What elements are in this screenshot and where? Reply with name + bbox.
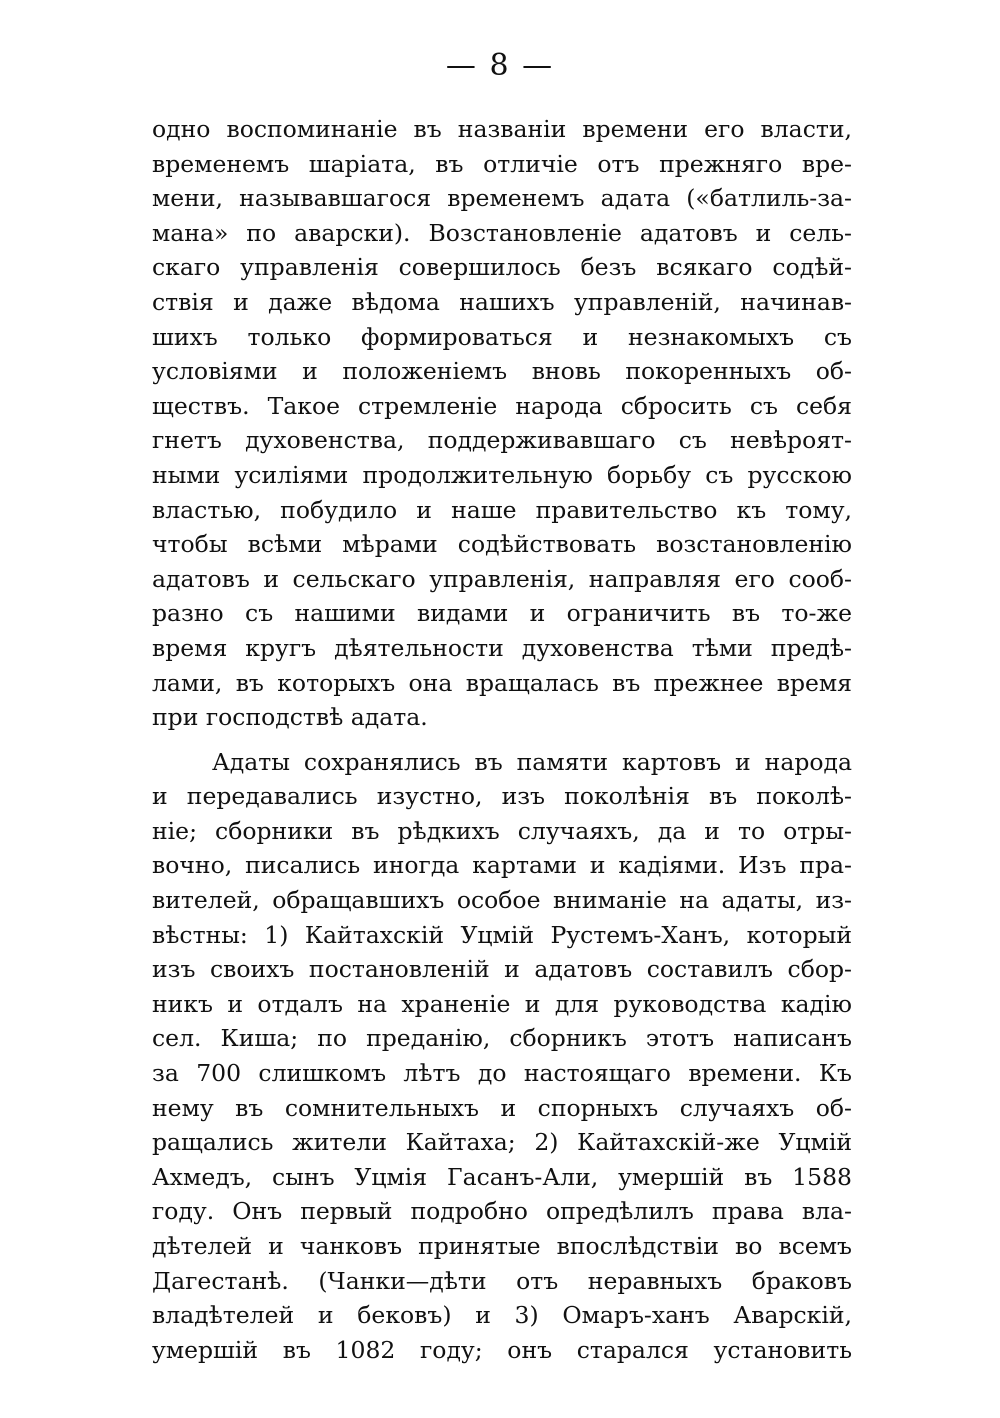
text-line: никъ и отдалъ на храненiе и для руководства кадiю xyxy=(152,989,852,1018)
text-line: временемъ шарiата, въ отличiе отъ прежняго вре- xyxy=(152,149,852,178)
text-line: шихъ только формироваться и незнакомыхъ съ xyxy=(152,322,852,351)
text-line: вителей, обращавшихъ особое вниманiе на адаты, из- xyxy=(152,886,852,915)
text-line: нему въ сомнительныхъ и спорныхъ случаяхъ об- xyxy=(152,1093,852,1122)
text-line: адатовъ и сельскаго управленiя, направляя его сооб- xyxy=(152,564,852,593)
text-line: ращались жители Кайтаха; 2) Кайтахскiй-же Уцмiй xyxy=(152,1128,852,1157)
text-line: гнетъ духовенства, поддерживавшаго съ невѣроят- xyxy=(152,426,852,455)
text-line: Ахмедъ, сынъ Уцмiя Гасанъ-Али, умершiй въ 1588 xyxy=(152,1162,852,1191)
text-line: году. Онъ первый подробно опредѣлилъ права вла- xyxy=(152,1197,852,1226)
text-line: вочно, писались иногда картами и кадiями. Изъ пра- xyxy=(152,851,852,880)
text-line: за 700 слишкомъ лѣтъ до настоящаго времени. Къ xyxy=(152,1059,852,1088)
text-line: время кругъ дѣятельности духовенства тѣми предѣ- xyxy=(152,633,852,662)
text-line: ствiя и даже вѣдома нашихъ управленiй, начинав- xyxy=(152,287,852,316)
text-line: и передавались изустно, изъ поколѣнiя въ поколѣ- xyxy=(152,782,852,811)
text-line: условiями и положенiемъ вновь покоренныхъ об- xyxy=(152,357,852,386)
text-line: скаго управленiя совершилось безъ всякаго содѣй- xyxy=(152,253,852,282)
text-line: Адаты сохранялись въ памяти картовъ и народа xyxy=(212,747,852,776)
text-line: ными усилiями продолжительную борьбу съ русскою xyxy=(152,460,852,489)
text-line: разно съ нашими видами и ограничить въ то-же xyxy=(152,599,852,628)
text-line: изъ своихъ постановленiй и адатовъ составилъ сбор- xyxy=(152,955,852,984)
text-line: сел. Киша; по преданiю, сборникъ этотъ написанъ xyxy=(152,1024,852,1053)
text-line: при господствѣ адата. xyxy=(152,703,428,732)
text-line: мени, называвшагося временемъ адата («батлиль-за- xyxy=(152,184,852,213)
text-line: лами, въ которыхъ она вращалась въ прежнее время xyxy=(152,668,852,697)
text-line: ществъ. Такое стремленiе народа сбросить съ себя xyxy=(152,391,852,420)
text-line: дѣтелей и чанковъ принятые впослѣдствiи во всемъ xyxy=(152,1232,852,1260)
text-line: вѣстны: 1) Кайтахскiй Уцмiй Рустемъ-Ханъ, который xyxy=(152,920,852,949)
text-line: нiе; сборники въ рѣдкихъ случаяхъ, да и то отры- xyxy=(152,816,852,845)
text-line: мана» по аварски). Возстановленiе адатовъ и сель- xyxy=(152,218,852,247)
paragraph xyxy=(152,745,852,1368)
page-number: — 8 — xyxy=(445,48,555,83)
text-line: одно воспоминанiе въ названiи времени его власти, xyxy=(152,115,852,143)
text-line: умершiй въ 1082 году; онъ старался установить xyxy=(152,1335,852,1364)
paragraph xyxy=(152,112,852,735)
body-text xyxy=(152,112,852,1367)
text-line: владѣтелей и бековъ) и 3) Омаръ-ханъ Аварскiй, xyxy=(152,1301,852,1330)
text-line: Дагестанѣ. (Чанки—дѣти отъ неравныхъ браковъ xyxy=(152,1266,852,1295)
text-line: властью, побудило и наше правительство къ тому, xyxy=(152,495,852,524)
text-line: чтобы всѣми мѣрами содѣйствовать возстановленiю xyxy=(152,530,852,559)
